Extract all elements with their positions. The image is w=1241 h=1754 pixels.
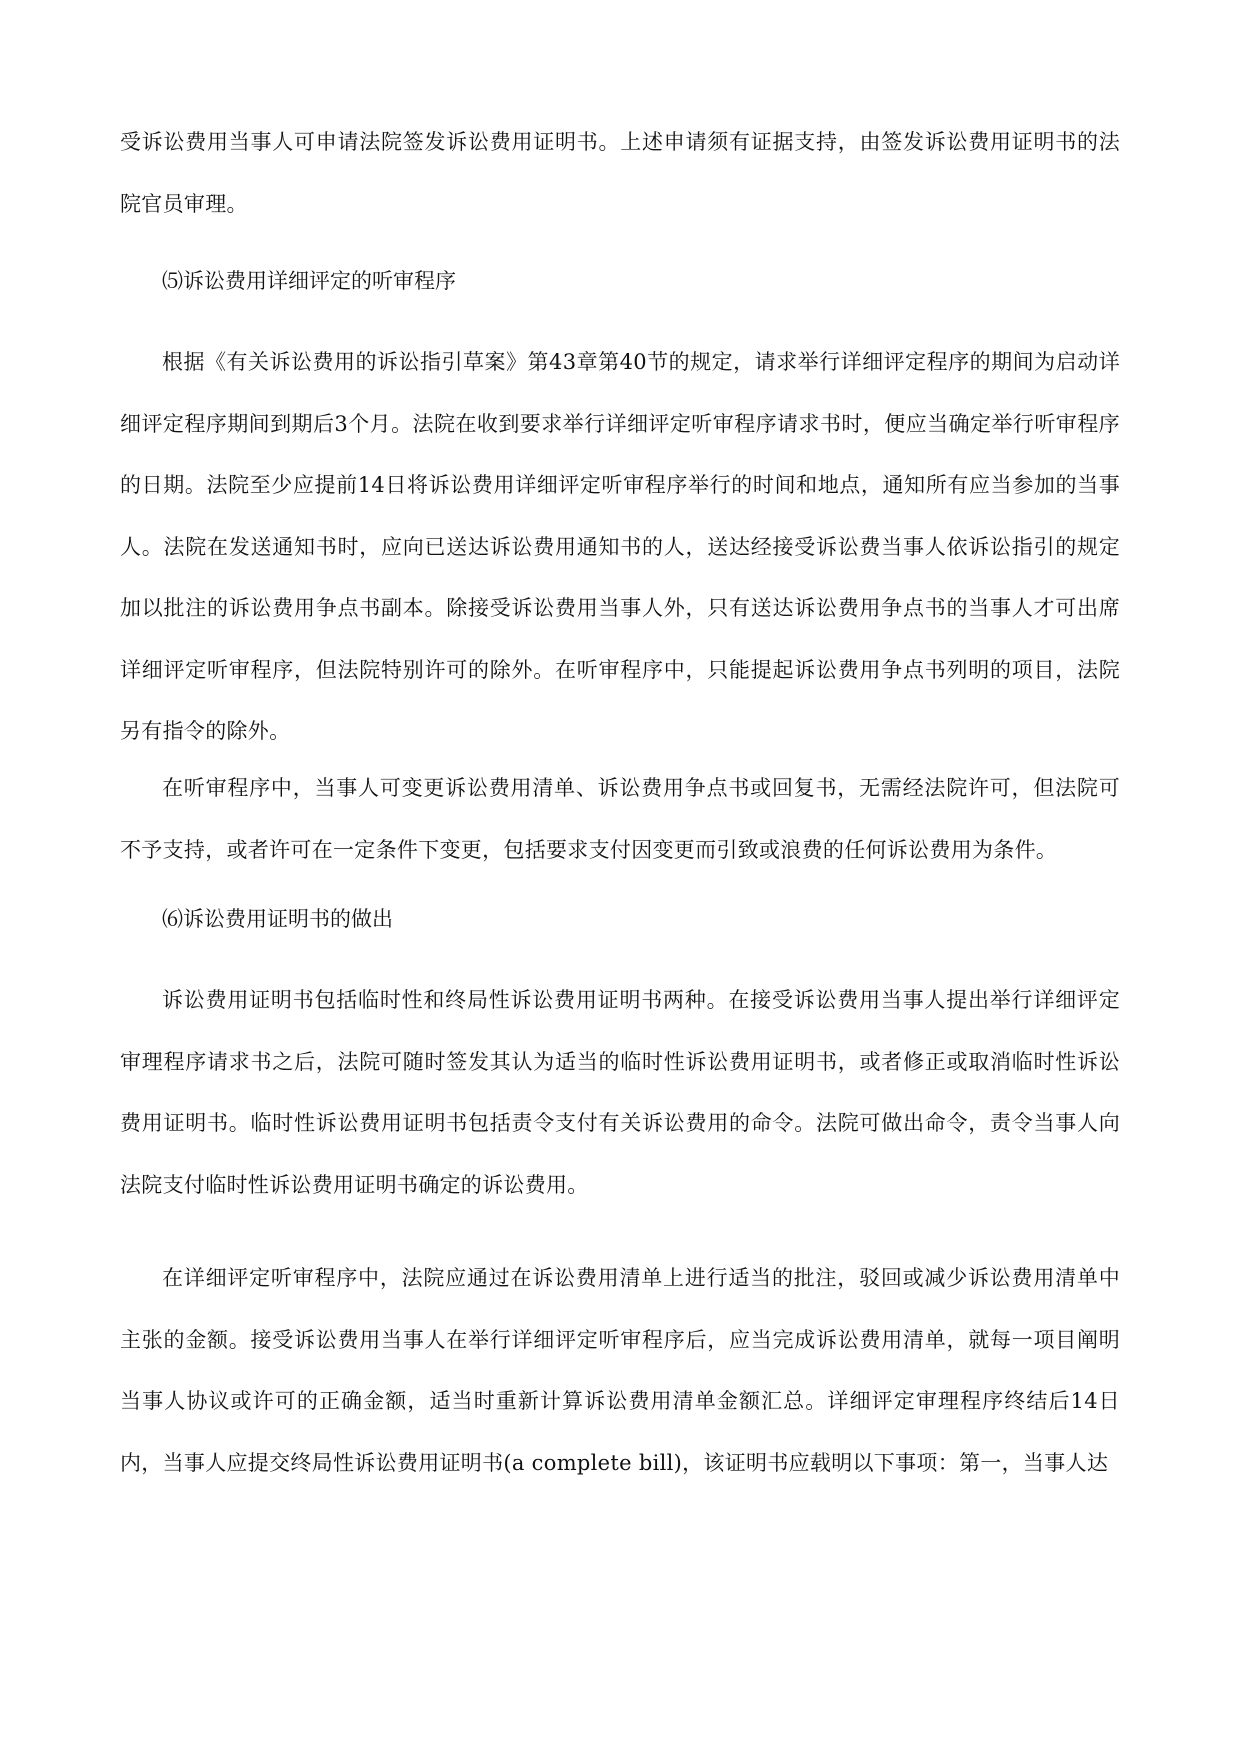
paragraph-continuation: 受诉讼费用当事人可申请法院签发诉讼费用证明书。上述申请须有证据支持，由签发诉讼费用证明书的法院官员审理。 [120, 130, 1120, 216]
section-heading-6: ⑹诉讼费用证明书的做出 [162, 907, 393, 931]
paragraph-amendment: 在听审程序中，当事人可变更诉讼费用清单、诉讼费用争点书或回复书，无需经法院许可，但法院可不予支持，或者许可在一定条件下变更，包括要求支付因变更而引致或浪费的任何诉讼费用为条件。 [120, 776, 1120, 862]
paragraph-cost-certificate: 诉讼费用证明书包括临时性和终局性诉讼费用证明书两种。在接受诉讼费用当事人提出举行详细评定审理程序请求书之后，法院可随时签发其认为适当的临时性诉讼费用证明书，或者修正或取消临时性诉讼费用证明书。临时性诉讼费用证明书包括责令支付有关诉讼费用的命令。法院可做出命令，责令当事人向法院支付临时性诉讼费用证明书确定的诉讼费用。 [120, 988, 1120, 1197]
paragraph-hearing-procedure: 根据《有关诉讼费用的诉讼指引草案》第43章第40节的规定，请求举行详细评定程序的期间为启动详细评定程序期间到期后3个月。法院在收到要求举行详细评定听审程序请求书时，便应当确定举行听审程序的日期。法院至少应提前14日将诉讼费用详细评定听审程序举行的时间和地点，通知所有应当参加的当事人。法院在发送通知书时，应向已送达诉讼费用通知书的人，送达经接受诉讼费当事人依诉讼指引的规定加以批注的诉讼费用争点书副本。除接受诉讼费用当事人外，只有送达诉讼费用争点书的当事人才可出席详细评定听审程序，但法院特别许可的除外。在听审程序中，只能提起诉讼费用争点书列明的项目，法院另有指令的除外。 [120, 350, 1120, 743]
section-heading-5: ⑸诉讼费用详细评定的听审程序 [162, 269, 456, 293]
paragraph-detailed-assessment: 在详细评定听审程序中，法院应通过在诉讼费用清单上进行适当的批注，驳回或减少诉讼费用清单中主张的金额。接受诉讼费用当事人在举行详细评定听审程序后，应当完成诉讼费用清单，就每一项目阐明当事人协议或许可的正确金额，适当时重新计算诉讼费用清单金额汇总。详细评定审理程序终结后14日内，当事人应提交终局性诉讼费用证明书(a complete bill)，该证明书应载明以下事项：第一，当事人达 [120, 1266, 1120, 1475]
